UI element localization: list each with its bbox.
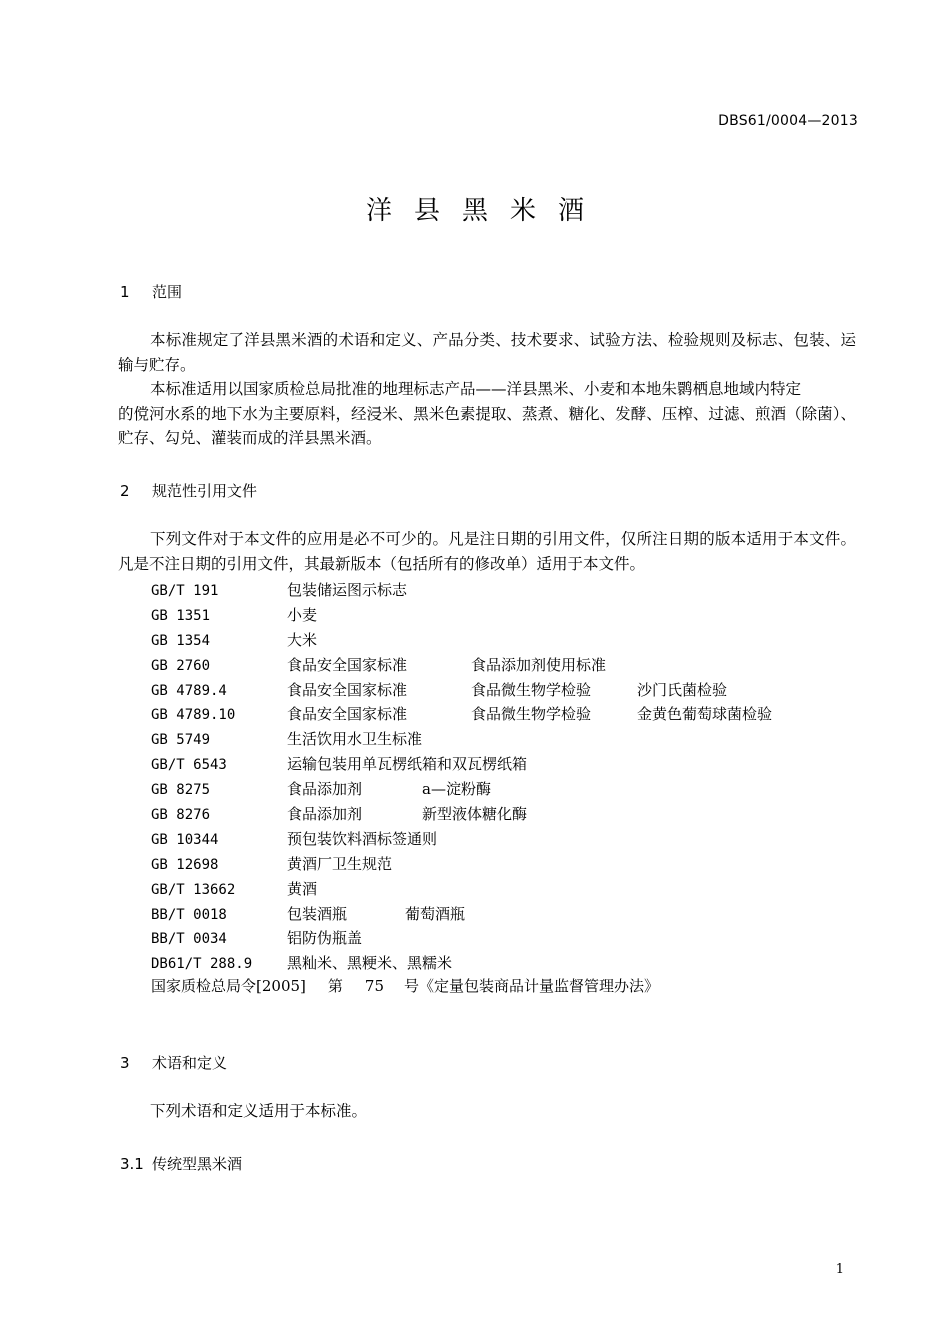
reference-code: GB/T 13662: [151, 881, 236, 898]
reference-code: BB/T 0018: [151, 906, 227, 923]
reference-row: [151, 678, 772, 703]
reference-code: GB 1351: [151, 607, 211, 624]
reference-row: [151, 578, 772, 603]
page-number: 1: [835, 1262, 844, 1277]
reference-row: [151, 852, 772, 877]
section-title: 术语和定义: [152, 1054, 228, 1072]
section-2-heading: [120, 480, 257, 501]
reference-title: 包装酒瓶: [287, 904, 348, 923]
document-code: DBS61/0004—2013: [718, 113, 858, 129]
reference-code: GB 8276: [151, 807, 211, 824]
section-title: 传统型黑米酒: [152, 1155, 243, 1173]
reference-code: GB/T 6543: [151, 757, 227, 774]
reference-row: [151, 802, 772, 827]
reference-subtitle: 食品添加剂使用标准: [471, 655, 607, 674]
reference-title: 食品添加剂: [287, 780, 363, 799]
reference-title: 生活饮用水卫生标准: [287, 730, 423, 749]
reference-row: [151, 902, 772, 927]
reference-list: [151, 578, 772, 976]
reference-title: 食品安全国家标准: [287, 680, 408, 699]
reference-code: GB/T 191: [151, 583, 219, 599]
paragraph-scope-2-line-1: 本标准适用以国家质检总局批准的地理标志产品——洋县黑米、小麦和本地朱鹮栖息地域内特定: [150, 380, 802, 398]
reference-subtitle: 食品微生物学检验: [471, 680, 592, 699]
reference-title: 黄酒: [287, 879, 318, 898]
paragraph-scope-2-rest: 的傥河水系的地下水为主要原料，经浸米、黑米色素提取、蒸煮、糖化、发酵、压榨、过滤、煎酒（除菌）、贮存、勾兑、灌装而成的洋县黑米酒。: [118, 404, 856, 447]
regulation-issuer: 国家质检总局令[2005]: [151, 977, 306, 995]
reference-title: 黑籼米、黑粳米、黑糯米: [287, 954, 453, 973]
reference-row: [151, 827, 772, 852]
reference-subtitle: 葡萄酒瓶: [405, 904, 466, 923]
reference-title: 运输包装用单瓦楞纸箱和双瓦楞纸箱: [287, 755, 528, 774]
reference-row: [151, 777, 772, 802]
section-number: 2: [120, 482, 130, 500]
reference-code: GB 2760: [151, 657, 211, 674]
regulation-reference: [151, 975, 659, 996]
reference-part: 金黄色葡萄球菌检验: [637, 705, 773, 724]
reference-row: [151, 752, 772, 777]
reference-subtitle: 食品微生物学检验: [471, 705, 592, 724]
regulation-title: 号《定量包装商品计量监督管理办法》: [404, 977, 660, 995]
section-3-1-heading: [120, 1153, 242, 1174]
reference-code: BB/T 0034: [151, 931, 227, 948]
reference-code: DB61/T 288.9: [151, 956, 253, 973]
reference-title: 食品安全国家标准: [287, 705, 408, 724]
reference-row: [151, 603, 772, 628]
reference-code: GB 12698: [151, 856, 219, 873]
reference-title: 食品安全国家标准: [287, 655, 408, 674]
reference-title: 铝防伪瓶盖: [287, 929, 363, 948]
reference-row: [151, 628, 772, 653]
section-number: 3: [120, 1054, 130, 1072]
reference-title: 大米: [287, 630, 318, 649]
reference-row: [151, 926, 772, 951]
paragraph-normative-intro: 下列文件对于本文件的应用是必不可少的。凡是注日期的引用文件，仅所注日期的版本适用于本文件。凡是不注日期的引用文件，其最新版本（包括所有的修改单）适用于本文件。: [118, 530, 856, 573]
regulation-prefix: 第: [327, 977, 343, 995]
section-3-heading: [120, 1052, 227, 1073]
reference-code: GB 1354: [151, 632, 211, 649]
section-number: 3.1: [120, 1155, 144, 1173]
section-title: 范围: [152, 283, 183, 301]
reference-title: 包装储运图示标志: [287, 581, 408, 599]
reference-title: 预包装饮料酒标签通则: [287, 829, 438, 848]
reference-part: 沙门氏菌检验: [637, 680, 728, 699]
reference-row: [151, 653, 772, 678]
document-title: 洋县黑米酒: [365, 196, 606, 226]
paragraph-terms-intro: 下列术语和定义适用于本标准。: [150, 1102, 368, 1120]
reference-row: [151, 877, 772, 902]
reference-title: 食品添加剂: [287, 805, 363, 824]
reference-code: GB 4789.4: [151, 682, 227, 699]
paragraph-scope-2: [118, 377, 856, 451]
reference-code: GB 10344: [151, 831, 219, 848]
reference-subtitle: a—淀粉酶: [422, 780, 491, 799]
reference-code: GB 8275: [151, 782, 211, 799]
reference-row: [151, 702, 772, 727]
reference-subtitle: 新型液体糖化酶: [422, 805, 528, 824]
section-1-heading: [120, 281, 182, 302]
regulation-number: 75: [364, 977, 384, 995]
section-number: 1: [120, 283, 130, 301]
reference-code: GB 5749: [151, 732, 211, 749]
reference-title: 小麦: [287, 605, 318, 624]
reference-row: [151, 951, 772, 976]
reference-row: [151, 727, 772, 752]
section-title: 规范性引用文件: [152, 482, 258, 500]
paragraph-scope-1: 本标准规定了洋县黑米酒的术语和定义、产品分类、技术要求、试验方法、检验规则及标志、包装、运输与贮存。: [118, 331, 856, 374]
reference-code: GB 4789.10: [151, 707, 236, 724]
reference-title: 黄酒厂卫生规范: [287, 854, 393, 873]
